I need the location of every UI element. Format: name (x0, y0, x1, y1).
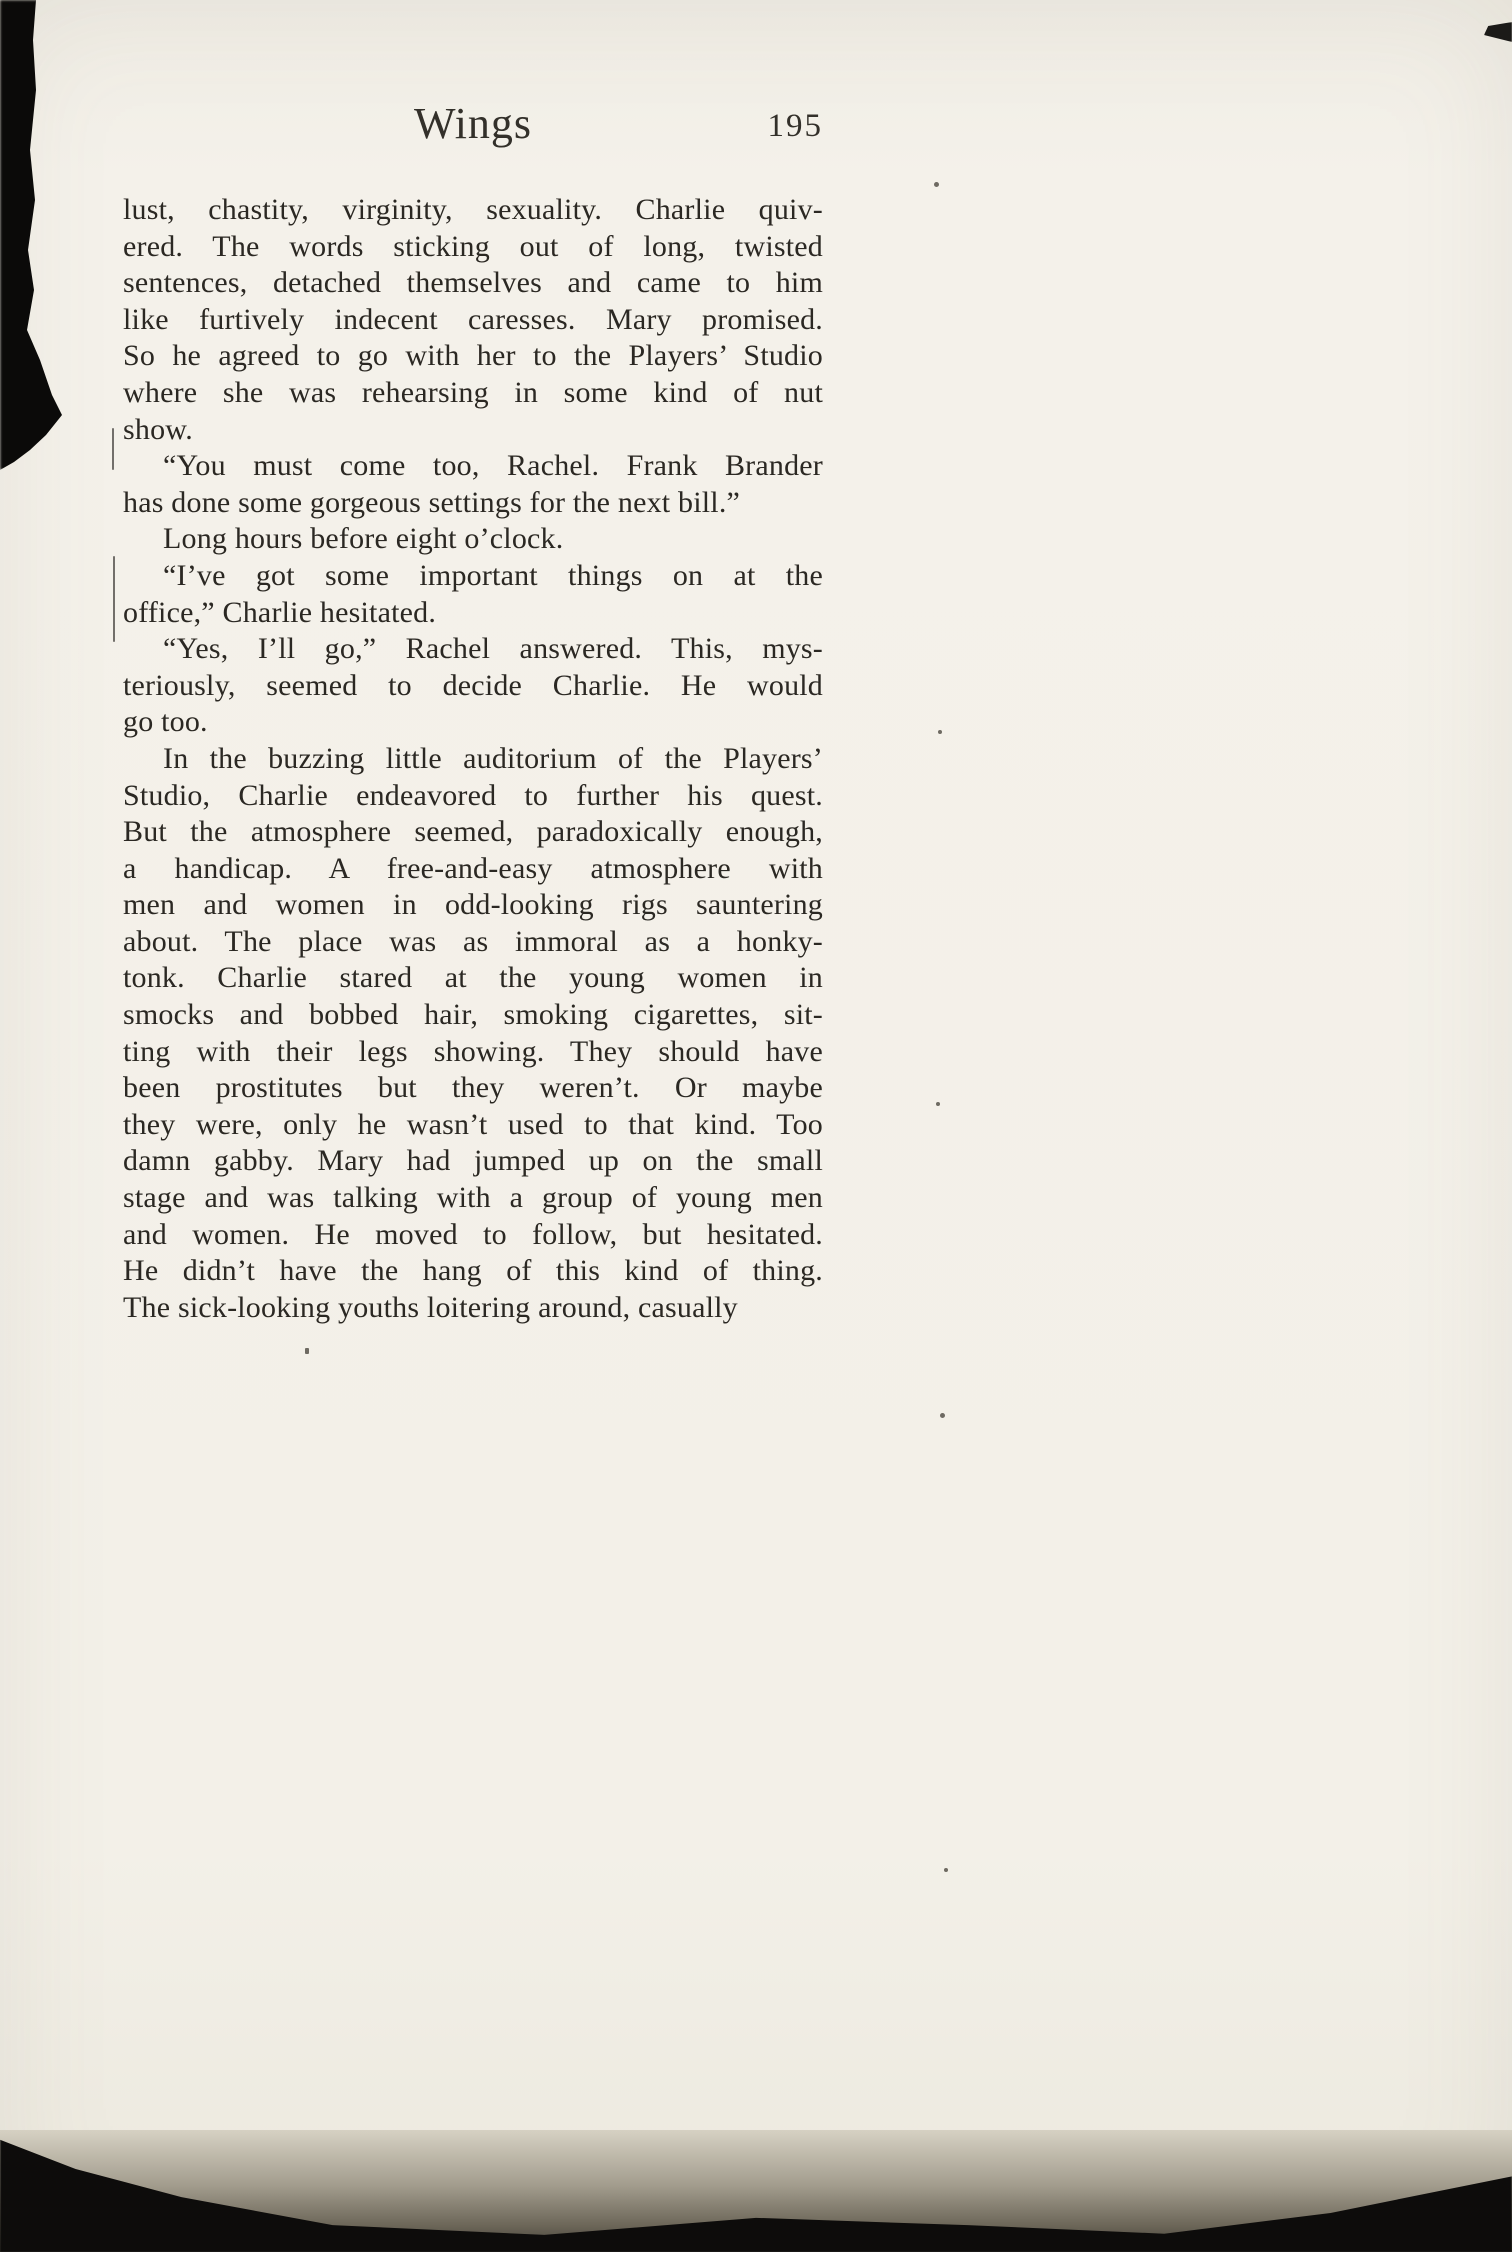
scan-speck (940, 1413, 945, 1418)
scan-artifact-left-edge (0, 0, 70, 470)
paragraph (123, 448, 823, 521)
text-line: about. The place was as immoral as a honky- (123, 924, 823, 958)
text-line: has done some gorgeous settings for the next bill.” (123, 485, 741, 519)
text-line: ered. The words sticking out of long, twisted (123, 229, 823, 263)
text-line: and women. He moved to follow, but hesitated. (123, 1217, 823, 1251)
text-line: a handicap. A free-and-easy atmosphere with (123, 851, 823, 885)
page-number: 195 (767, 108, 823, 144)
text-line: where she was rehearsing in some kind of nut (123, 375, 823, 409)
text-line: But the atmosphere seemed, paradoxically enough, (123, 815, 823, 849)
text-line: lust, chastity, virginity, sexuality. Charlie quiv- (123, 193, 823, 226)
running-title: Wings (413, 99, 533, 148)
text-line: they were, only he wasn’t used to that kind. Too (123, 1107, 823, 1141)
scan-speck (934, 182, 939, 187)
paragraph (123, 521, 823, 558)
text-line: like furtively indecent caresses. Mary promised. (123, 302, 823, 336)
text-line: The sick-looking youths loitering around, casually (123, 1290, 738, 1324)
text-line: show. (123, 412, 193, 446)
text-line: damn gabby. Mary had jumped up on the small (123, 1144, 823, 1178)
scan-artifact-bottom-edge (0, 2130, 1512, 2252)
scan-speck (938, 730, 942, 734)
text-line: “I’ve got some important things on at the (163, 558, 823, 592)
scan-artifact-margin-line (113, 556, 115, 642)
scan-speck (305, 1348, 309, 1354)
text-line: sentences, detached themselves and came to him (123, 266, 823, 300)
text-line: smocks and bobbed hair, smoking cigarettes, sit- (123, 998, 823, 1032)
text-line: “Yes, I’ll go,” Rachel answered. This, mys- (163, 632, 823, 666)
page-header (123, 98, 823, 158)
text-line: In the buzzing little auditorium of the Players’ (163, 741, 823, 775)
scan-speck (936, 1102, 940, 1106)
scan-artifact-top-right (1484, 22, 1512, 42)
paragraph (123, 192, 823, 448)
text-line: tonk. Charlie stared at the young women in (123, 961, 823, 995)
text-line: men and women in odd-looking rigs sauntering (123, 888, 823, 922)
paragraph (123, 741, 823, 1327)
paragraph (123, 631, 823, 741)
scan-speck (944, 1868, 948, 1872)
text-line: office,” Charlie hesitated. (123, 595, 437, 629)
scan-artifact-bottom-black (0, 2130, 1512, 2252)
text-line: ting with their legs showing. They should have (123, 1034, 823, 1068)
text-line: Studio, Charlie endeavored to further his quest. (123, 778, 823, 812)
text-line: teriously, seemed to decide Charlie. He would (123, 668, 823, 702)
text-line: stage and was talking with a group of young men (123, 1181, 823, 1215)
text-line: been prostitutes but they weren’t. Or maybe (123, 1071, 823, 1105)
text-line: He didn’t have the hang of this kind of thing. (123, 1254, 823, 1288)
text-line: go too. (123, 705, 208, 739)
text-line: “You must come too, Rachel. Frank Brander (163, 449, 823, 483)
scan-artifact-margin-line (112, 428, 114, 470)
text-line: Long hours before eight o’clock. (163, 522, 564, 556)
paragraph (123, 558, 823, 631)
text-line: So he agreed to go with her to the Players’ Studio (123, 339, 823, 373)
page-body (123, 192, 823, 1326)
